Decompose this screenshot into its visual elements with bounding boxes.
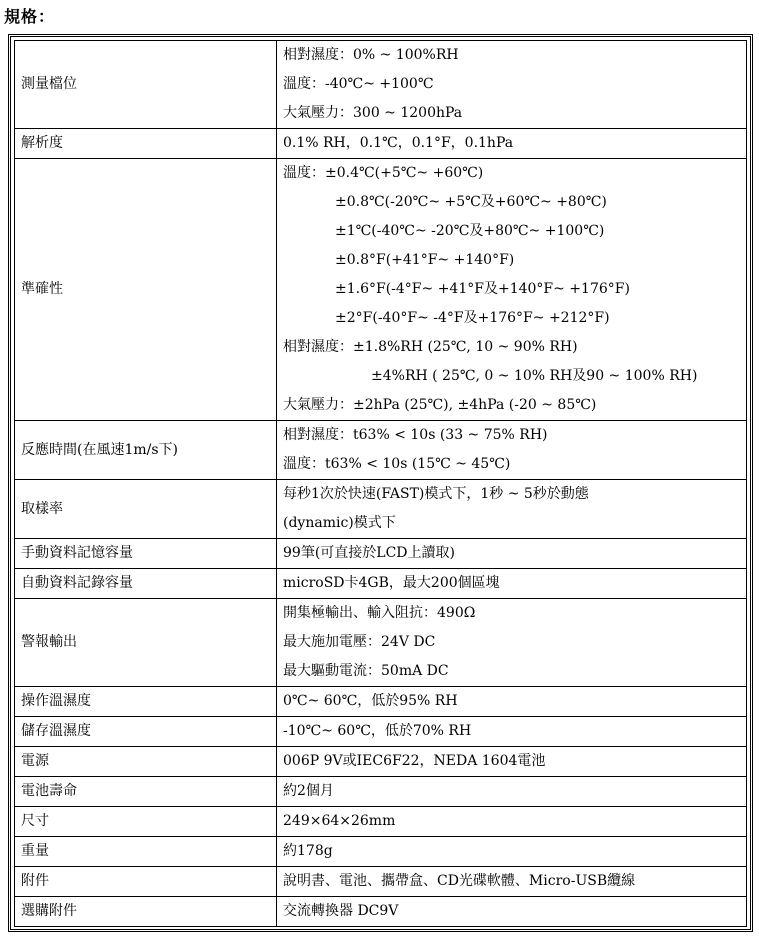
spec-label: 電池壽命 — [15, 777, 277, 807]
spec-value-line: 006P 9V或IEC6F22，NEDA 1604電池 — [283, 753, 546, 769]
table-row — [15, 837, 747, 867]
spec-value-line: 溫度：t63% < 10s (15℃ ~ 45℃) — [283, 456, 511, 472]
spec-value-line: 最大施加電壓：24V DC — [283, 634, 436, 650]
spec-value-line: ±0.8°F(+41°F~ +140°F) — [335, 252, 515, 268]
table-row — [15, 539, 747, 569]
spec-label: 重量 — [15, 837, 277, 867]
spec-label: 警報輸出 — [15, 599, 277, 687]
spec-value-line: 99筆(可直接於LCD上讀取) — [283, 545, 455, 561]
table-row — [15, 807, 747, 837]
spec-value-line: microSD卡4GB，最大200個區塊 — [283, 575, 500, 591]
spec-value — [277, 159, 747, 421]
spec-value — [277, 837, 747, 867]
spec-value — [277, 747, 747, 777]
spec-value-line: 溫度：±0.4℃(+5℃~ +60℃) — [283, 165, 484, 181]
spec-value — [277, 599, 747, 687]
table-row — [15, 421, 747, 480]
spec-label: 操作溫濕度 — [15, 687, 277, 717]
spec-value-line: 相對濕度：±1.8%RH (25℃, 10 ~ 90% RH) — [283, 339, 578, 355]
table-row — [15, 129, 747, 159]
spec-value-line: 每秒1次於快速(FAST)模式下，1秒 ~ 5秒於動態 — [283, 486, 589, 502]
spec-value-line: (dynamic)模式下 — [283, 515, 396, 531]
spec-value-line: 交流轉換器 DC9V — [283, 903, 399, 919]
spec-label: 手動資料記憶容量 — [15, 539, 277, 569]
spec-label: 解析度 — [15, 129, 277, 159]
spec-value — [277, 569, 747, 599]
spec-label: 附件 — [15, 867, 277, 897]
spec-label: 自動資料記錄容量 — [15, 569, 277, 599]
table-row — [15, 159, 747, 421]
spec-value — [277, 421, 747, 480]
table-row — [15, 747, 747, 777]
spec-value-line: 大氣壓力：±2hPa (25℃), ±4hPa (-20 ~ 85℃) — [283, 397, 597, 413]
spec-label: 儲存溫濕度 — [15, 717, 277, 747]
spec-value-line: 約2個月 — [283, 783, 334, 799]
spec-label: 反應時間(在風速1m/s下) — [15, 421, 277, 480]
spec-value-line: ±1℃(-40℃~ -20℃及+80℃~ +100℃) — [335, 223, 605, 239]
spec-value-line: 相對濕度：0% ~ 100%RH — [283, 47, 459, 63]
spec-value — [277, 807, 747, 837]
spec-label: 尺寸 — [15, 807, 277, 837]
table-row — [15, 599, 747, 687]
spec-label: 準確性 — [15, 159, 277, 421]
table-row — [15, 717, 747, 747]
spec-value-line: 0℃~ 60℃，低於95% RH — [283, 693, 458, 709]
spec-value-line: ±1.6°F(-4°F~ +41°F及+140°F~ +176°F) — [335, 281, 630, 297]
spec-value — [277, 897, 747, 927]
page-title: 規格： — [4, 7, 56, 26]
table-row — [15, 569, 747, 599]
spec-value — [277, 867, 747, 897]
spec-value — [277, 539, 747, 569]
spec-table — [14, 40, 747, 927]
spec-table-frame — [8, 34, 753, 932]
spec-value — [277, 717, 747, 747]
spec-value-line: 溫度：-40℃~ +100℃ — [283, 76, 434, 92]
spec-label: 取樣率 — [15, 480, 277, 539]
spec-value-line: 相對濕度：t63% < 10s (33 ~ 75% RH) — [283, 427, 548, 443]
spec-value-line: 開集極輸出、輸入阻抗：490Ω — [283, 605, 476, 621]
spec-value-line: 說明書、電池、攜帶盒、CD光碟軟體、Micro-USB纜線 — [283, 873, 636, 889]
spec-value — [277, 41, 747, 129]
table-row — [15, 777, 747, 807]
spec-value-line: 最大驅動電流：50mA DC — [283, 663, 449, 679]
spec-value-line: 249×64×26mm — [283, 813, 396, 829]
table-row — [15, 41, 747, 129]
spec-value — [277, 777, 747, 807]
spec-value — [277, 480, 747, 539]
spec-value-line: ±0.8℃(-20℃~ +5℃及+60℃~ +80℃) — [335, 194, 607, 210]
table-row — [15, 897, 747, 927]
spec-value-line: -10℃~ 60℃，低於70% RH — [283, 723, 472, 739]
spec-value — [277, 687, 747, 717]
table-row — [15, 480, 747, 539]
spec-label: 選購附件 — [15, 897, 277, 927]
table-row — [15, 687, 747, 717]
spec-label: 測量檔位 — [15, 41, 277, 129]
spec-value-line: ±4%RH ( 25℃, 0 ~ 10% RH及90 ~ 100% RH) — [371, 368, 698, 384]
spec-value — [277, 129, 747, 159]
table-row — [15, 867, 747, 897]
spec-value-line: 大氣壓力：300 ~ 1200hPa — [283, 105, 463, 121]
spec-value-line: 0.1% RH，0.1℃，0.1°F，0.1hPa — [283, 135, 514, 151]
spec-value-line: 約178g — [283, 843, 333, 859]
spec-value-line: ±2°F(-40°F~ -4°F及+176°F~ +212°F) — [335, 310, 610, 326]
spec-label: 電源 — [15, 747, 277, 777]
